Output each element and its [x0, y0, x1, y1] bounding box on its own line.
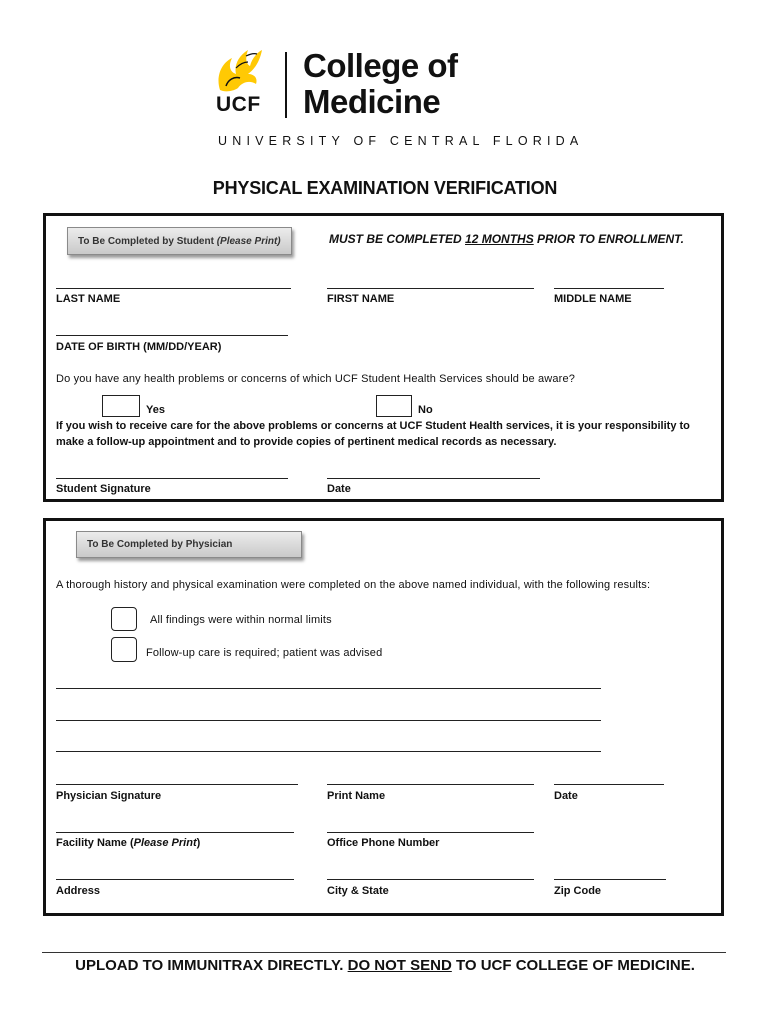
- address-field[interactable]: [56, 879, 294, 880]
- physician-section-tab: [76, 531, 302, 558]
- physician-intro: A thorough history and physical examination were completed on the above named individual, with the following results:: [56, 579, 651, 591]
- yes-checkbox[interactable]: [102, 395, 140, 417]
- notes-line-1[interactable]: [56, 688, 601, 689]
- upload-instruction: UPLOAD TO IMMUNITRAX DIRECTLY. DO NOT SEND TO UCF COLLEGE OF MEDICINE.: [75, 957, 695, 974]
- physician-signature-label: Physician Signature: [56, 790, 162, 802]
- student-date-label: Date: [327, 483, 351, 495]
- zip-code-label: Zip Code: [554, 885, 602, 897]
- middle-name-field[interactable]: [554, 288, 664, 289]
- logo-college-text: College of: [303, 47, 458, 84]
- dob-label: DATE OF BIRTH (MM/DD/YEAR): [56, 341, 222, 353]
- document-title: PHYSICAL EXAMINATION VERIFICATION: [212, 178, 558, 198]
- student-tab-label: To Be Completed by Student: [78, 235, 214, 247]
- office-phone-label: Office Phone Number: [327, 837, 440, 849]
- responsibility-note-line1: If you wish to receive care for the above problems or concerns at UCF Student Health services, it is your responsibility to: [56, 420, 690, 432]
- student-signature-field[interactable]: [56, 478, 288, 479]
- student-section: [43, 213, 724, 502]
- no-label: No: [418, 404, 433, 416]
- enrollment-notice: MUST BE COMPLETED 12 MONTHS PRIOR TO ENROLLMENT.: [329, 232, 684, 246]
- print-name-label: Print Name: [327, 790, 386, 802]
- student-section-tab: [67, 227, 292, 255]
- last-name-field[interactable]: [56, 288, 291, 289]
- logo-divider: [285, 52, 287, 118]
- address-label: Address: [56, 885, 101, 897]
- physician-date-field[interactable]: [554, 784, 664, 785]
- physician-signature-field[interactable]: [56, 784, 298, 785]
- twelve-months-emphasis: 12 MONTHS: [465, 232, 534, 246]
- city-state-field[interactable]: [327, 879, 534, 880]
- student-date-field[interactable]: [327, 478, 540, 479]
- student-signature-label: Student Signature: [56, 483, 151, 495]
- followup-checkbox[interactable]: [111, 637, 137, 662]
- first-name-field[interactable]: [327, 288, 534, 289]
- physician-tab-label: To Be Completed by Physician: [87, 539, 233, 550]
- logo-medicine-text: Medicine: [303, 83, 441, 120]
- health-question: Do you have any health problems or concerns of which UCF Student Health Services should be aware?: [56, 373, 575, 385]
- facility-name-field[interactable]: [56, 832, 294, 833]
- normal-limits-checkbox[interactable]: [111, 607, 137, 631]
- dob-field[interactable]: [56, 335, 288, 336]
- responsibility-note-line2: make a follow-up appointment and to provide copies of pertinent medical records as necessary.: [56, 436, 557, 448]
- zip-code-field[interactable]: [554, 879, 666, 880]
- footer-divider: [42, 952, 726, 953]
- no-checkbox[interactable]: [376, 395, 412, 417]
- university-name: UNIVERSITY OF CENTRAL FLORIDA: [218, 134, 584, 148]
- physician-date-label: Date: [554, 790, 578, 802]
- physician-print-name-field[interactable]: [327, 784, 534, 785]
- physician-section: [43, 518, 724, 916]
- notes-line-2[interactable]: [56, 720, 601, 721]
- facility-name-label: Facility Name (Please Print): [56, 837, 201, 849]
- notes-line-3[interactable]: [56, 751, 601, 752]
- student-tab-note: (Please Print): [216, 235, 281, 247]
- yes-label: Yes: [146, 404, 165, 416]
- middle-name-label: MIDDLE NAME: [554, 293, 632, 305]
- last-name-label: LAST NAME: [56, 293, 121, 305]
- city-state-label: City & State: [327, 885, 389, 897]
- office-phone-field[interactable]: [327, 832, 534, 833]
- do-not-send-emphasis: DO NOT SEND: [347, 957, 452, 974]
- first-name-label: FIRST NAME: [327, 293, 395, 305]
- logo-ucf-text: UCF: [216, 93, 261, 116]
- normal-limits-label: All findings were within normal limits: [150, 614, 332, 626]
- followup-label: Follow-up care is required; patient was advised: [146, 647, 383, 659]
